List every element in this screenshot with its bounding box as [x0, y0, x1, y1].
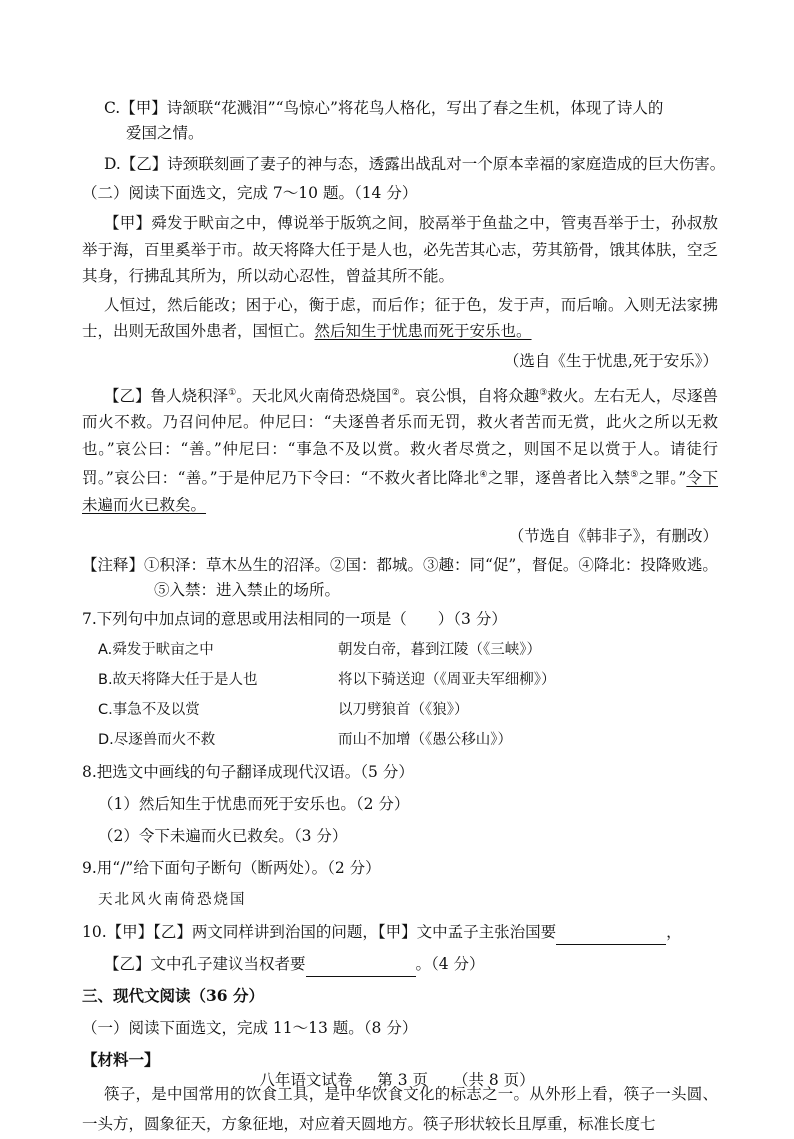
footer-page: 第 3 页	[377, 1071, 428, 1089]
q10-text-1: 10.【甲】【乙】两文同样讲到治国的问题，【甲】文中孟子主张治国要	[82, 923, 557, 942]
q7-options	[82, 638, 718, 749]
q7-option-a-left: A.舜发于畎亩之中	[98, 642, 214, 659]
q9-stem: 9.用“/”给下面句子断句（断两处）。（2 分）	[82, 859, 381, 878]
option-c-line2: 爱国之情。	[126, 124, 204, 142]
jia-source: （选自《生于忧患,死于安乐》）	[503, 351, 718, 370]
annotations	[82, 553, 718, 603]
annotation-line-1: 【注释】①积泽：草木丛生的沼泽。②国：都城。③趣：同“促”，督促。④降北：投降败逃。	[82, 556, 718, 575]
yi-text-2: 。天北风火南倚恐烧国	[236, 386, 392, 405]
q10-answer-blank-1[interactable]	[556, 928, 666, 945]
note-ref-1: ①	[228, 387, 237, 398]
yi-text-1: 【乙】鲁人烧积泽	[104, 386, 229, 405]
yi-underlined-sentence: 令下未遍而火已救矣。	[82, 469, 718, 514]
option-d: D.【乙】诗颈联刻画了妻子的神与态，透露出战乱对一个原本幸福的家庭造成的巨大伤害。	[104, 155, 726, 173]
jia-paragraph-2	[82, 292, 718, 345]
jia-underlined-sentence: 然后知生于忧患而死于安乐也。	[314, 322, 532, 340]
yi-text-3: 。哀公惧，自将众趣	[399, 386, 540, 405]
yi-text-4: 救火。左右无人，尽逐兽而火不救。乃召问仲尼。仲尼曰：“夫逐兽者乐而无罚，救火者苦而无赏，此火之所以无救也。”哀公曰：“善。”仲尼曰：“事急不及以赏。救火者尽赏之，则国不足以赏于人。请徒行罚。”哀公曰：“善。”于是仲尼乃下令曰：“不救火者比降北	[82, 386, 718, 488]
footer-total: （共 8 页）	[452, 1071, 535, 1089]
q7-option-c-right: 以刀劈狼首（《狼》）	[338, 702, 469, 719]
q10-line-1	[82, 919, 718, 945]
q8-stem: 8.把选文中画线的句子翻译成现代汉语。（5 分）	[82, 763, 414, 782]
material-1-text: 筷子，是中国常用的饮食工具，是中华饮食文化的标志之一。从外形上看，筷子一头圆、一头方，圆象征天，方象征地，对应着天圆地方。筷子形状较长且厚重，标准长度七	[82, 1085, 718, 1134]
q7-stem: 7.下列句中加点词的意思或用法相同的一项是（ ）（3 分）	[82, 610, 507, 629]
passage-jia	[82, 210, 718, 374]
yi-text-5: 之罪，逐兽者比入禁	[487, 469, 631, 488]
jia-paragraph-1: 【甲】舜发于畎亩之中，傅说举于版筑之间，胶鬲举于鱼盐之中，管夷吾举于士，孙叔敖举于海，百里奚举于市。故天将降大任于是人也，必先苦其心志，劳其筋骨，饿其体肤，空乏其身，行拂乱其所为，所以动心忍性，曾益其所不能。	[82, 214, 718, 285]
annotation-line-2: ⑤入禁：进入禁止的场所。	[154, 581, 341, 600]
question-10	[82, 919, 718, 977]
section-3-heading: 三、现代文阅读（36 分）	[82, 986, 264, 1006]
footer-title: 八年语文试卷	[259, 1071, 353, 1089]
q10-comma: ，	[666, 923, 682, 942]
yi-source: （节选自《韩非子》，有删改）	[508, 527, 718, 546]
q8-item-1: （1）然后知生于忧患而死于安乐也。（2 分）	[98, 795, 410, 814]
q7-option-c-left: C.事急不及以赏	[98, 702, 200, 719]
yi-text-6: 之罪。”	[638, 469, 687, 488]
note-ref-5: ⑤	[630, 470, 639, 481]
passage-yi	[82, 380, 718, 550]
q9-sentence: 天北风火南倚恐烧国	[98, 892, 247, 909]
q7-option-a-right: 朝发白帝，暮到江陵（《三峡》）	[338, 642, 541, 659]
q7-option-d-left: D.尽逐兽而火不救	[98, 732, 216, 749]
q10-score: 。（4 分）	[415, 955, 485, 974]
q7-option-b-right: 将以下骑送迎（《周亚夫军细柳》）	[338, 672, 556, 689]
yi-paragraph	[82, 380, 718, 519]
q10-answer-blank-2[interactable]	[306, 960, 416, 977]
option-c-line1: C.【甲】诗颔联“花溅泪”“鸟惊心”将花鸟人格化，写出了春之生机，体现了诗人的	[104, 99, 664, 117]
note-ref-3: ③	[539, 387, 548, 398]
jia-text: 人恒过，然后能改；困于心，衡于虑，而后作；征于色，发于声，而后喻。入则无法家拂士，出则无敌国外患者，国恒亡。	[82, 295, 718, 340]
section-2-heading: （二）阅读下面选文，完成 7～10 题。（14 分）	[82, 184, 418, 202]
q10-text-2: 【乙】文中孔子建议当权者要	[104, 955, 306, 974]
section-3-subheading: （一）阅读下面选文，完成 11～13 题。（8 分）	[82, 1019, 418, 1038]
question-7	[82, 607, 718, 749]
page-footer	[0, 1068, 794, 1090]
material-1-label: 【材料一】	[82, 1050, 160, 1070]
question-9	[82, 855, 718, 913]
note-ref-2: ②	[391, 387, 400, 398]
q7-option-b-left: B.故天将降大任于是人也	[98, 672, 258, 689]
q8-item-2: （2）令下未遍而火已救矣。（3 分）	[98, 827, 348, 846]
question-8	[82, 759, 718, 849]
note-ref-4: ④	[479, 470, 488, 481]
option-c	[82, 96, 718, 146]
q7-option-d-right: 而山不加增（《愚公移山》）	[338, 732, 512, 749]
q10-line-2	[82, 951, 718, 977]
